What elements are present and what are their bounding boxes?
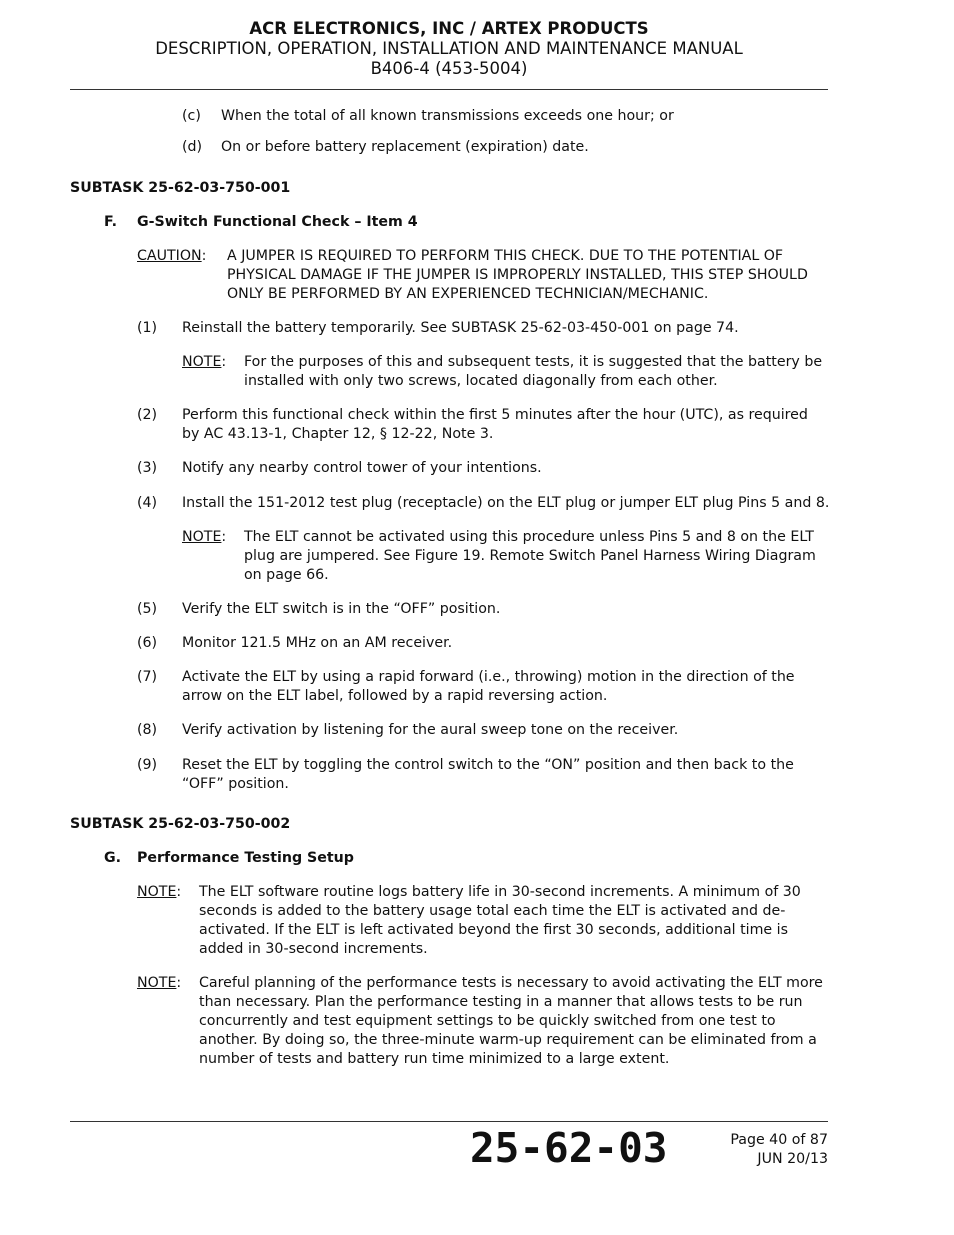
step-text: Notify any nearby control tower of your intentions. bbox=[182, 460, 542, 476]
section-label: G. bbox=[104, 850, 122, 866]
step-label: (4) bbox=[137, 495, 158, 511]
section-title: G-Switch Functional Check – Item 4 bbox=[137, 214, 418, 230]
footer-rule bbox=[70, 1121, 828, 1122]
caution-label-wrap: CAUTION: bbox=[137, 248, 207, 264]
subtask-heading: SUBTASK 25-62-03-750-001 bbox=[70, 180, 291, 196]
list-item-label: (d) bbox=[182, 139, 203, 155]
manual-title: DESCRIPTION, OPERATION, INSTALLATION AND MAINTENANCE MANUAL bbox=[155, 39, 743, 58]
step-text: Perform this functional check within the first 5 minutes after the hour (UTC), as required by AC 43.13-1, Chapter 12, § 12-22, Note 3. bbox=[182, 407, 808, 442]
note-text: Careful planning of the performance tests is necessary to avoid activating the ELT more than necessary. Plan the performance testing in a manner that allows tests to be run concurrently and test equipment settings to be quickly switched from one test to another. By doing so, the three-minute warm-up requirement can be eliminated from a number of tests and battery run time minimized to a large extent. bbox=[199, 975, 823, 1067]
step-label: (3) bbox=[137, 460, 158, 476]
step-text: Install the 151-2012 test plug (receptacle) on the ELT plug or jumper ELT plug Pins 5 and 8. bbox=[182, 495, 830, 511]
page-number: Page 40 of 87 bbox=[730, 1132, 828, 1148]
step-label: (9) bbox=[137, 757, 158, 773]
note-text: The ELT software routine logs battery life in 30-second increments. A minimum of 30 seconds is added to the battery usage total each time the ELT is activated and de-activated. If the ELT is left activated beyond the first 30 seconds, additional time is added in 30-second increments. bbox=[199, 884, 801, 957]
note-label-wrap: NOTE: bbox=[137, 884, 182, 900]
list-item-label: (c) bbox=[182, 108, 201, 124]
step-label: (8) bbox=[137, 722, 158, 738]
model-number: B406-4 (453-5004) bbox=[370, 59, 528, 78]
step-text: Reset the ELT by toggling the control switch to the “ON” position and then back to the “OFF” position. bbox=[182, 757, 794, 792]
note-text: For the purposes of this and subsequent tests, it is suggested that the battery be installed with only two screws, located diagonally from each other. bbox=[244, 354, 823, 389]
step-label: (6) bbox=[137, 635, 158, 651]
step-text: Monitor 121.5 MHz on an AM receiver. bbox=[182, 635, 453, 651]
note-label-wrap: NOTE: bbox=[182, 529, 227, 545]
note-label: NOTE bbox=[137, 884, 177, 900]
caution-label: CAUTION bbox=[137, 248, 202, 264]
note-label-wrap: NOTE: bbox=[182, 354, 227, 370]
note-label: NOTE bbox=[182, 529, 222, 545]
page-info bbox=[730, 1131, 828, 1169]
step-label: (7) bbox=[137, 669, 158, 685]
list-item-text: When the total of all known transmissions exceeds one hour; or bbox=[221, 108, 674, 124]
document-code: 25-62-03 bbox=[470, 1124, 668, 1172]
revision-date: JUN 20/13 bbox=[757, 1151, 828, 1167]
note-label: NOTE bbox=[137, 975, 177, 991]
note-label-wrap: NOTE: bbox=[137, 975, 182, 991]
step-label: (1) bbox=[137, 320, 158, 336]
step-text: Verify activation by listening for the aural sweep tone on the receiver. bbox=[182, 722, 679, 738]
note-label: NOTE bbox=[182, 354, 222, 370]
caution-text: A JUMPER IS REQUIRED TO PERFORM THIS CHECK. DUE TO THE POTENTIAL OF PHYSICAL DAMAGE IF THE JUMPER IS IMPROPERLY INSTALLED, THIS STEP SHOULD ONLY BE PERFORMED BY AN EXPERIENCED TECHNICIAN/MECHANIC. bbox=[227, 248, 808, 302]
header-rule bbox=[70, 89, 828, 90]
list-item-text: On or before battery replacement (expiration) date. bbox=[221, 139, 589, 155]
page-header bbox=[70, 18, 828, 79]
step-label: (2) bbox=[137, 407, 158, 423]
section-title: Performance Testing Setup bbox=[137, 850, 354, 866]
step-text: Activate the ELT by using a rapid forward (i.e., throwing) motion in the direction of the arrow on the ELT label, followed by a rapid reversing action. bbox=[182, 669, 795, 704]
section-label: F. bbox=[104, 214, 117, 230]
subtask-heading: SUBTASK 25-62-03-750-002 bbox=[70, 816, 291, 832]
company-name: ACR ELECTRONICS, INC / ARTEX PRODUCTS bbox=[249, 19, 649, 38]
note-text: The ELT cannot be activated using this procedure unless Pins 5 and 8 on the ELT plug are jumpered. See Figure 19. Remote Switch Panel Harness Wiring Diagram on page 66. bbox=[244, 529, 816, 583]
step-text: Verify the ELT switch is in the “OFF” position. bbox=[182, 601, 501, 617]
step-label: (5) bbox=[137, 601, 158, 617]
step-text: Reinstall the battery temporarily. See SUBTASK 25-62-03-450-001 on page 74. bbox=[182, 320, 739, 336]
